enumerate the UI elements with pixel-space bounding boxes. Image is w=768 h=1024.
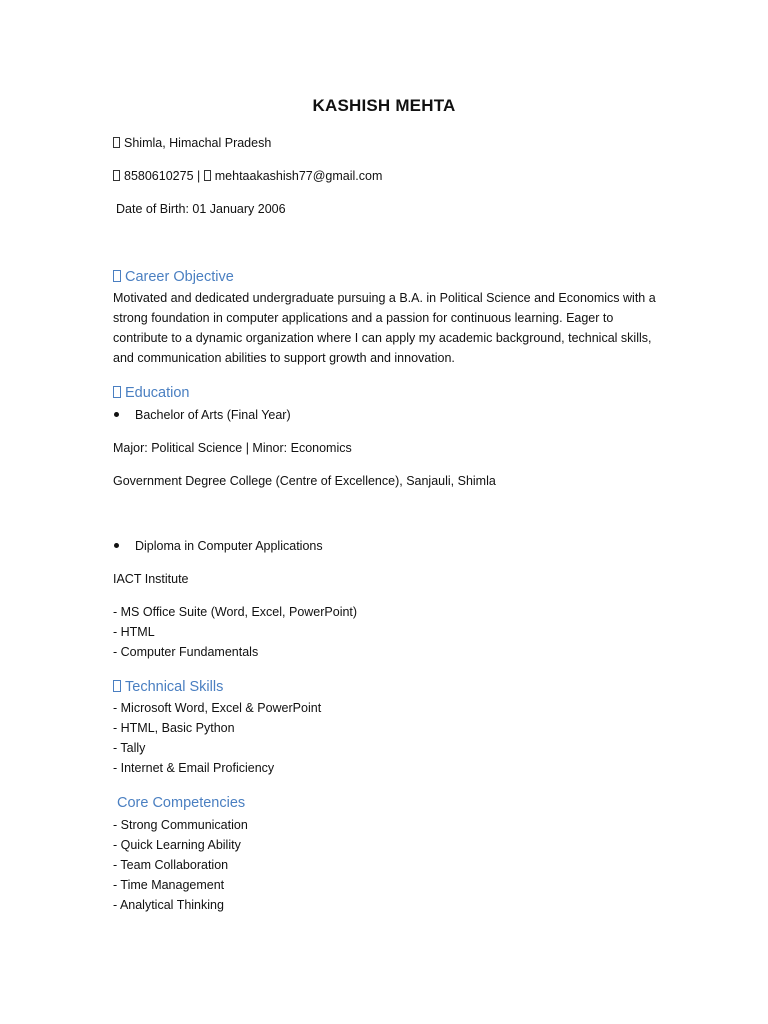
phone-icon [113, 170, 120, 181]
technical-skills-heading [113, 677, 223, 697]
diploma-institution: IACT Institute [113, 572, 189, 586]
career-objective-heading [113, 267, 234, 287]
diploma-items-list [113, 602, 357, 662]
career-objective-text: Motivated and dedicated undergraduate pursuing a B.A. in Political Science and Economics with a strong foundation in computer applications and a passion for continuous learning. Eager to contribute to a dynamic organization where I can apply my academic background, technical skills, and communication abilities to support growth and innovation. [113, 291, 656, 365]
list-item: - MS Office Suite (Word, Excel, PowerPoint) [113, 605, 358, 619]
degree-institution: Government Degree College (Centre of Excellence), Sanjauli, Shimla [113, 474, 496, 488]
list-item: - Quick Learning Ability [113, 838, 241, 852]
list-item: - Time Management [113, 878, 225, 892]
list-item: - Tally [113, 741, 146, 755]
list-item: - Strong Communication [113, 818, 248, 832]
core-competencies-list [113, 815, 248, 915]
location-icon [113, 137, 120, 148]
email-icon [204, 170, 211, 181]
education-heading-text: Education [125, 385, 190, 401]
diploma-title: Diploma in Computer Applications [135, 539, 323, 553]
location-line [113, 135, 271, 151]
target-icon [113, 270, 121, 282]
list-item: - Internet & Email Proficiency [113, 761, 275, 775]
location-text: Shimla, Himachal Pradesh [124, 136, 272, 150]
list-item: - Microsoft Word, Excel & PowerPoint [113, 701, 322, 715]
dob-line: Date of Birth: 01 January 2006 [116, 202, 286, 216]
list-item: - Team Collaboration [113, 858, 229, 872]
computer-icon [113, 680, 121, 692]
core-competencies-heading: Core Competencies [117, 795, 246, 811]
technical-skills-list [113, 698, 321, 778]
career-objective-heading-text: Career Objective [125, 269, 234, 285]
list-item: - HTML [113, 625, 155, 639]
major-minor-line: Major: Political Science | Minor: Economics [113, 441, 352, 455]
education-heading [113, 383, 190, 403]
phone-email-line [113, 168, 382, 184]
email-text[interactable]: mehtaakashish77@gmail.com [214, 169, 383, 183]
contact-separator: | [197, 169, 201, 183]
technical-skills-heading-text: Technical Skills [125, 679, 224, 695]
page-title: KASHISH MEHTA [312, 96, 456, 115]
list-item: - Analytical Thinking [113, 898, 224, 912]
phone-text: 8580610275 [124, 169, 194, 183]
bullet-diploma [114, 543, 119, 548]
list-item: - HTML, Basic Python [113, 721, 235, 735]
education-icon [113, 386, 121, 398]
list-item: - Computer Fundamentals [113, 645, 259, 659]
degree-title: Bachelor of Arts (Final Year) [135, 408, 291, 422]
bullet-degree [114, 412, 119, 417]
